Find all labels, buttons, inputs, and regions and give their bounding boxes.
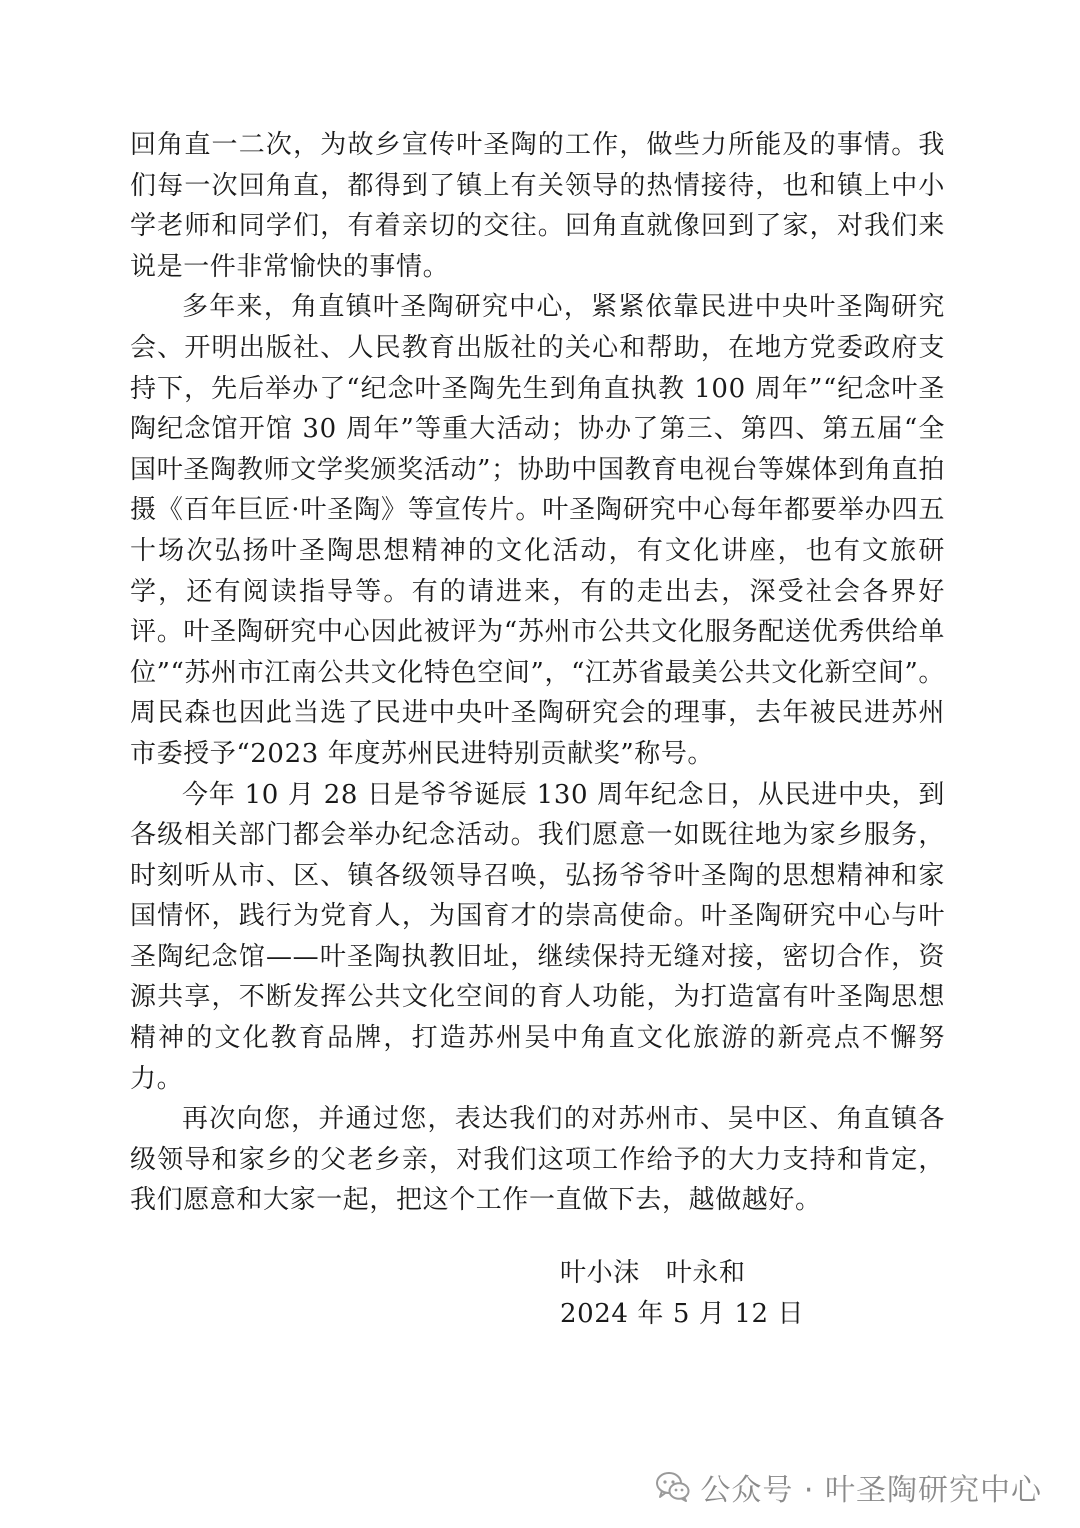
letter-body [130, 125, 945, 1221]
signature-block [560, 1253, 804, 1335]
wechat-icon [656, 1472, 690, 1502]
signature-date: 2024 年 5 月 12 日 [560, 1299, 805, 1329]
paragraph-thanks: 再次向您，并通过您，表达我们的对苏州市、吴中区、角直镇各级领导和家乡的父老乡亲，对我们这项工作给予的大力支持和肯定，我们愿意和大家一起，把这个工作一直做下去，越做越好。 [130, 1104, 945, 1216]
signature-names [560, 1253, 804, 1294]
signatory-name: 叶小沫 [560, 1258, 640, 1288]
paragraph-anniversary: 今年 10 月 28 日是爷爷诞辰 130 周年纪念日，从民进中央，到各级相关部门都会举办纪念活动。我们愿意一如既往地为家乡服务，时刻听从市、区、镇各级领导召唤，弘扬爷爷叶圣陶的思想精神和家国情怀，践行为党育人，为国育才的崇高使命。叶圣陶研究中心与叶圣陶纪念馆——叶圣陶执教旧址，继续保持无缝对接，密切合作，资源共享，不断发挥公共文化空间的育人功能，为打造富有叶圣陶思想精神的文化教育品牌，打造苏州吴中角直文化旅游的新亮点不懈努力。 [130, 779, 945, 1094]
paragraph-activities: 多年来，角直镇叶圣陶研究中心，紧紧依靠民进中央叶圣陶研究会、开明出版社、人民教育出版社的关心和帮助，在地方党委政府支持下，先后举办了“纪念叶圣陶先生到角直执教 100 周年”“纪念叶圣陶纪念馆开馆 30 周年”等重大活动；协办了第三、第四、第五届“全国叶圣陶教师文学奖颁奖活动”；协助中国教育电视台等媒体到角直拍摄《百年巨匠·叶圣陶》等宣传片。叶圣陶研究中心每年都要举办四五十场次弘扬叶圣陶思想精神的文化活动，有文化讲座，也有文旅研学，还有阅读指导等。有的请进来，有的走出去，深受社会各界好评。叶圣陶研究中心因此被评为“苏州市公共文化服务配送优秀供给单位”“苏州市江南公共文化特色空间”，“江苏省最美公共文化新空间”。周民森也因此当选了民进中央叶圣陶研究会的理事，去年被民进苏州市委授予“2023 年度苏州民进特别贡献奖”称号。 [130, 292, 945, 769]
watermark [656, 1462, 1042, 1512]
signatory-name: 叶永和 [665, 1258, 746, 1288]
paragraph-continuation: 回角直一二次，为故乡宣传叶圣陶的工作，做些力所能及的事情。我们每一次回角直，都得到了镇上有关领导的热情接待，也和镇上中小学老师和同学们，有着亲切的交往。回角直就像回到了家，对我们来说是一件非常愉快的事情。 [130, 130, 945, 282]
watermark-text: 公众号 · 叶圣陶研究中心 [700, 1473, 1042, 1508]
